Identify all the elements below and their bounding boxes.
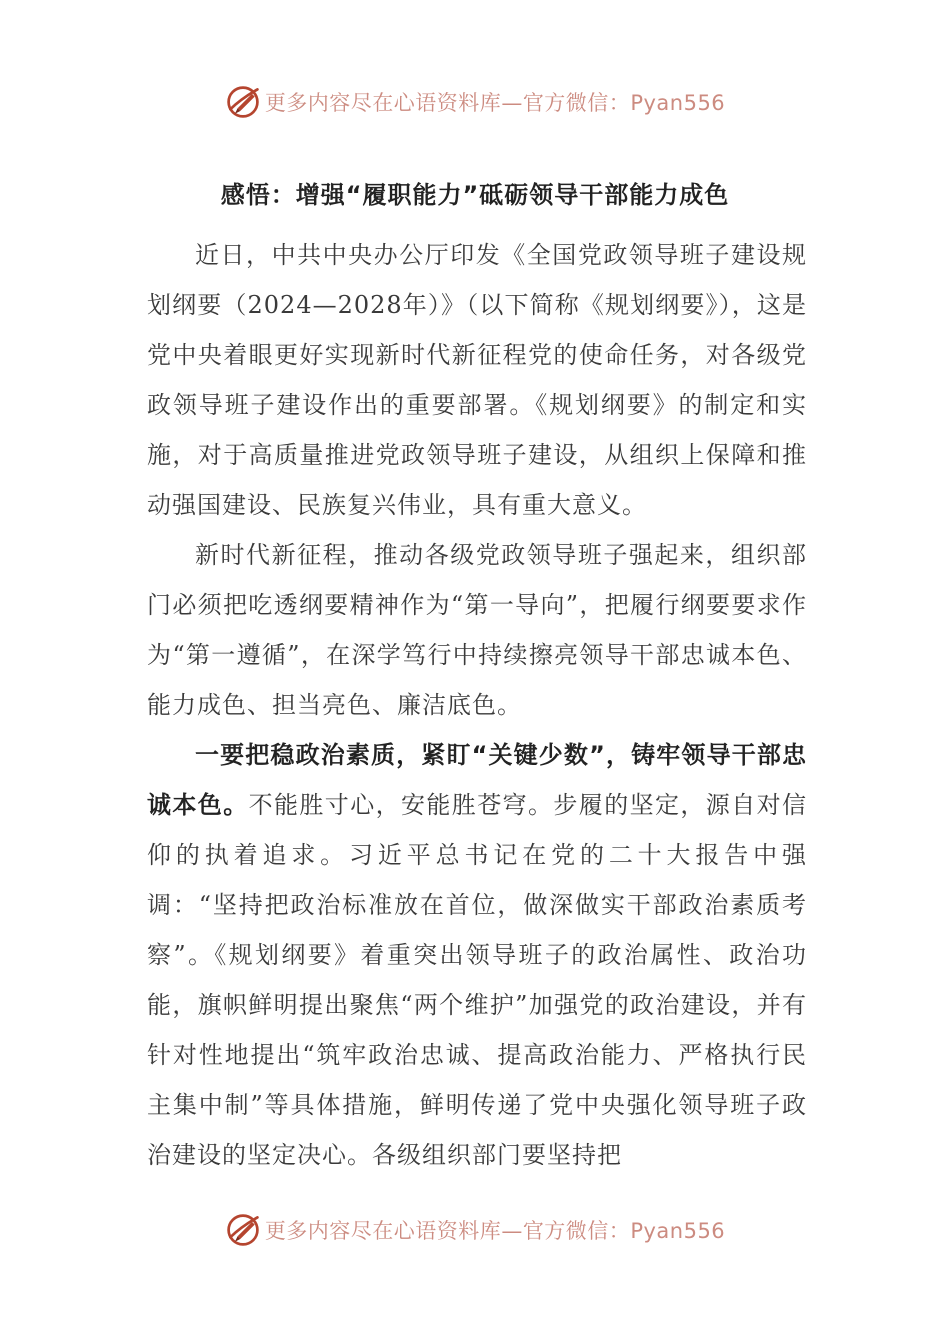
watermark-wechat-label: 官方微信：	[522, 91, 631, 115]
document-body	[147, 230, 807, 1180]
watermark-banner-bottom	[0, 1208, 950, 1252]
watermark-dash: —	[501, 91, 523, 115]
watermark-wechat-id: Pyan556	[630, 91, 726, 115]
watermark-text	[265, 87, 725, 117]
section-1-body: 不能胜寸心，安能胜苍穹。步履的坚定，源自对信仰的执着追求。习近平总书记在党的二十大报告中强调：“坚持把政治标准放在首位，做深做实干部政治素质考察”。《规划纲要》着重突出领导班子的政治属性、政治功能，旗帜鲜明提出聚焦“两个维护”加强党的政治建设，并有针对性地提出“筑牢政治忠诚、提高政治能力、严格执行民主集中制”等具体措施，鲜明传递了党中央强化领导班子政治建设的坚定决心。各级组织部门要坚持把	[147, 791, 808, 1169]
paragraph-3	[147, 730, 807, 1180]
watermark-main: 更多内容尽在心语资料库	[264, 1219, 502, 1243]
watermark-dash: —	[501, 1219, 523, 1243]
section-1-lead: 一要把稳政治素质，紧盯“关键少数”，铸牢领导干部忠诚本色。	[147, 741, 807, 819]
paragraph-2: 新时代新征程，推动各级党政领导班子强起来，组织部门必须把吃透纲要精神作为“第一导向”，把履行纲要要求作为“第一遵循”，在深学笃行中持续擦亮领导干部忠诚本色、能力成色、担当亮色、廉洁底色。	[147, 541, 807, 719]
pen-logo-icon	[225, 1212, 261, 1248]
watermark-wechat-label: 官方微信：	[522, 1219, 631, 1243]
watermark-text	[265, 1215, 725, 1245]
pen-logo-icon	[225, 84, 261, 120]
paragraph-1: 近日，中共中央办公厅印发《全国党政领导班子建设规划纲要（2024—2028年）》（以下简称《规划纲要》），这是党中央着眼更好实现新时代新征程党的使命任务，对各级党政领导班子建设作出的重要部署。《规划纲要》的制定和实施，对于高质量推进党政领导班子建设，从组织上保障和推动强国建设、民族复兴伟业，具有重大意义。	[147, 241, 807, 519]
watermark-wechat-id: Pyan556	[630, 1219, 726, 1243]
watermark-main: 更多内容尽在心语资料库	[264, 91, 502, 115]
watermark-banner-top	[0, 80, 950, 124]
document-title: 感悟：增强“履职能力”砥砺领导干部能力成色	[220, 181, 730, 209]
